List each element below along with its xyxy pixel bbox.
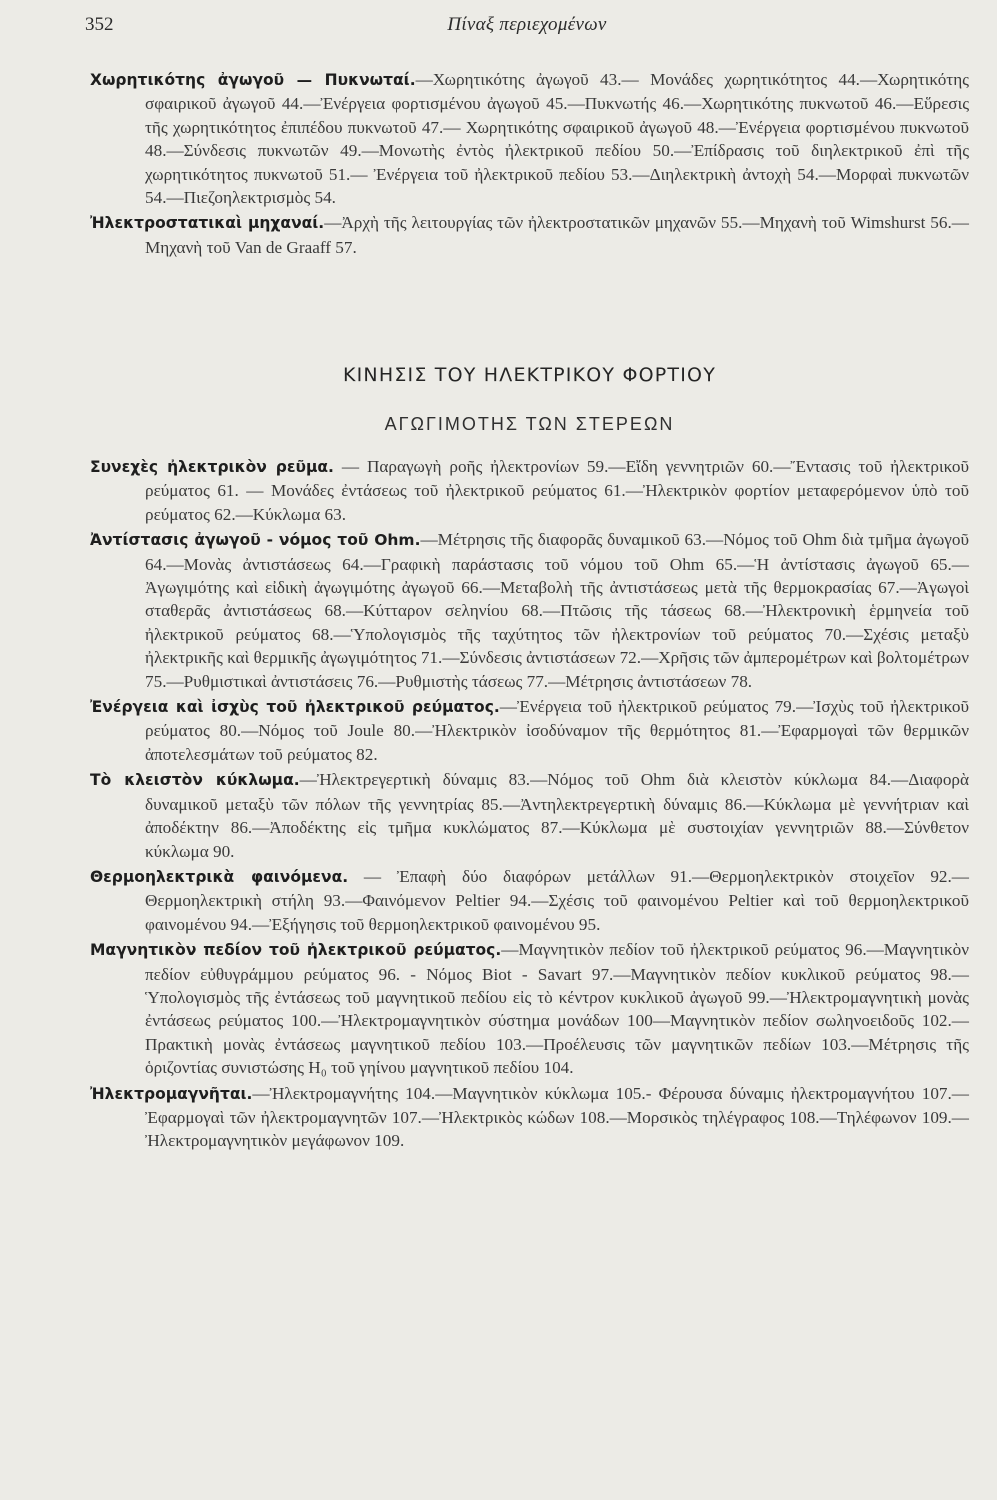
entry-heading: Χωρητικότης ἀγωγοῦ — Πυκνωταί. xyxy=(90,71,416,89)
entry-heading: Ἀντίστασις ἀγωγοῦ - νόμος τοῦ Ohm. xyxy=(90,531,421,550)
toc-entry xyxy=(90,68,969,209)
entry-body: — Ἐπαφὴ δύο διαφόρων μετάλλων 91.—Θερμοηλεκτρικὸν στοιχεῖον 92.—Θερμοηλεκτρικὴ στήλη 93.—Φαινόμενον Peltier 94.—Σχέσις τοῦ φαινομένου Peltier καὶ τοῦ θερμοηλεκτρικοῦ φαινομένου 94.—Ἐξήγησις τοῦ θερμοηλεκτρικοῦ φαινομένου 95. xyxy=(145,866,969,934)
toc-entry xyxy=(90,528,969,693)
entry-heading: Θερμοηλεκτρικὰ φαινόμενα. xyxy=(90,867,349,886)
running-title: Πίναξ περιεχομένων xyxy=(447,14,607,35)
entry-body: —Ἐνέργεια τοῦ ἠλεκτρικοῦ ρεύματος 79.—Ἰσχὺς τοῦ ἠλεκτρικοῦ ρεύματος 80.—Νόμος τοῦ Joule 80.—Ἠλεκτρικὸν ἰσοδύναμον τῆς θερμότητος 81.—Ἐφαρμογαὶ τῶν θερμικῶν ἀποτελεσμάτων τοῦ ρεύματος 82. xyxy=(145,697,970,764)
entry-heading: Τὸ κλειστὸν κύκλωμα. xyxy=(90,771,300,790)
entry-heading: Μαγνητικὸν πεδίον τοῦ ἠλεκτρικοῦ ρεύματος. xyxy=(90,941,502,960)
page-header xyxy=(85,14,969,44)
toc-entry xyxy=(90,865,969,936)
toc-entry xyxy=(90,695,969,766)
toc-entry xyxy=(90,938,969,1079)
entry-body: —Μαγνητικὸν πεδίον τοῦ ἠλεκτρικοῦ ρεύματος 96.—Μαγνητικὸν πεδίον εὐθυγράμμου ρεύματος 96. - Νόμος Biot - Savart 97.—Μαγνητικὸν πεδίον κυκλικοῦ ρεύματος 98.—Ὑπολογισμὸς τῆς ἐντάσεως τοῦ μαγνητικοῦ πεδίου εἰς τὸ κέντρον κυκλικοῦ ἀγωγοῦ 99.—Ἠλεκτρομαγνητικὴ μονὰς ἐντάσεως ρεύματος 100.—Ἠλεκτρομαγνητικὸν σύστημα μονάδων 100—Μαγνητικὸν πεδίον σωληνοειδοῦς 102.—Πρακτικὴ μονὰς ἐντάσεως μαγνητικοῦ πεδίου 103.—Προέλευσις τῶν μαγνητικῶν πεδίων 103.—Μέτρησις τῆς ὁριζοντίας συνιστώσης H₀ τοῦ γηίνου μαγνητικοῦ πεδίου 104. xyxy=(145,940,970,1078)
toc-entry xyxy=(90,768,969,863)
subsection-title: ΑΓΩΓΙΜΟΤΗΣ ΤΩΝ ΣΤΕΡΕΩΝ xyxy=(384,414,675,434)
entry-body: —Ἠλεκτρεγερτικὴ δύναμις 83.—Νόμος τοῦ Ohm διὰ κλειστὸν κύκλωμα 84.—Διαφορὰ δυναμικοῦ μεταξὺ τῶν πόλων τῆς γεννητρίας 85.—Ἀντηλεκτρεγερτικὴ δύναμις 86.—Κύκλωμα μὲ γεννήτριαν καὶ ἀποδέκτην 86.—Ἀποδέκτης εἰς τμῆμα κυκλώματος 87.—Κύκλωμα μὲ συστοιχίαν γεννητριῶν 88.—Σύνθετον κύκλωμα 90. xyxy=(145,770,970,861)
entry-heading: Συνεχὲς ἠλεκτρικὸν ρεῦμα. xyxy=(90,458,334,476)
toc-entries xyxy=(90,455,969,1153)
section-title: ΚΙΝΗΣΙΣ ΤΟΥ ΗΛΕΚΤΡΙΚΟΥ ΦΟΡΤΙΟΥ xyxy=(342,364,717,386)
toc-entry xyxy=(90,455,969,526)
entry-body: — Παραγωγὴ ροῆς ἠλεκτρονίων 59.—Εἴδη γεννητριῶν 60.—Ἔντασις τοῦ ἠλεκτρικοῦ ρεύματος 61. — Μονάδες ἐντάσεως τοῦ ἠλεκτρικοῦ ρεύματος 61.—Ἠλεκτρικὸν φορτίον μεταφερόμενον ὑπὸ τοῦ ρεύματος 62.—Κύκλωμα 63. xyxy=(145,457,969,524)
top-entries xyxy=(90,68,969,259)
entry-body: —Ἀρχὴ τῆς λειτουργίας τῶν ἠλεκτροστατικῶν μηχανῶν 55.—Μηχανὴ τοῦ Wimshurst 56.—Μηχανὴ τοῦ Van de Graaff 57. xyxy=(145,213,969,257)
toc-entry xyxy=(90,1082,969,1153)
entry-heading: Ἠλεκτροστατικαὶ μηχαναί. xyxy=(90,214,325,233)
page-number: 352 xyxy=(85,14,114,35)
entry-heading: Ἐνέργεια καὶ ἰσχὺς τοῦ ἠλεκτρικοῦ ρεύματος. xyxy=(90,698,500,717)
entry-body: —Ἠλεκτρομαγνήτης 104.—Μαγνητικὸν κύκλωμα 105.- Φέρουσα δύναμις ἠλεκτρομαγνήτου 107.—Ἐφαρμογαὶ τῶν ἠλεκτρομαγνητῶν 107.—Ἠλεκτρικὸς κώδων 108.—Μορσικὸς τηλέγραφος 108.—Τηλέφωνον 109.—Ἠλεκτρομαγνητικὸν μεγάφωνον 109. xyxy=(145,1083,969,1151)
entry-heading: Ἠλεκτρομαγνῆται. xyxy=(90,1084,253,1103)
toc-entry xyxy=(90,211,969,259)
entry-body: —Μέτρησις τῆς διαφορᾶς δυναμικοῦ 63.—Νόμος τοῦ Ohm διὰ τμῆμα ἀγωγοῦ 64.—Μονὰς ἀντιστάσεως 64.—Γραφικὴ παράστασις τοῦ νόμου τοῦ Ohm 65.—Ἡ ἀντίστασις ἀγωγοῦ 65.—Ἀγωγιμότης καὶ εἰδικὴ ἀγωγιμότης ἀγωγοῦ 66.—Μεταβολὴ τῆς ἀντιστάσεως μετὰ τῆς θερμοκρασίας 67.—Ἀγωγοὶ σταθερᾶς ἀντιστάσεως 68.—Κύτταρον σεληνίου 68.—Πτῶσις τῆς τάσεως 68.—Ἠλεκτρονικὴ ἑρμηνεία τοῦ ἠλεκτρικοῦ ρεύματος 68.—Ὑπολογισμὸς τῆς ταχύτητος τῶν ἠλεκτρονίων τοῦ ρεύματος 70.—Σχέσις μεταξὺ ἠλεκτρικῆς καὶ θερμικῆς ἀγωγιμότητος 71.—Σύνδεσις ἀντιστάσεων 72.—Χρῆσις τῶν ἀμπερομέτρων καὶ βολτομέτρων 75.—Ρυθμιστικαὶ ἀντιστάσεις 76.—Ρυθμιστὴς τάσεως 77.—Μέτρησις ἀντιστάσεων 78. xyxy=(145,530,969,691)
entry-body: —Χωρητικότης ἀγωγοῦ 43.— Μονάδες χωρητικότητος 44.—Χωρητικότης σφαιρικοῦ ἀγωγοῦ 44.—Ἐνέργεια φορτισμένου ἀγωγοῦ 45.—Πυκνωτής 46.—Χωρητικότης πυκνωτοῦ 46.—Εὕρεσις τῆς χωρητικότητος ἐπιπέδου πυκνωτοῦ 47.— Χωρητικότης σφαιρικοῦ ἀγωγοῦ 48.—Ἐνέργεια φορτισμένου πυκνωτοῦ 48.—Σύνδεσις πυκνωτῶν 49.—Μονωτὴς ἐντὸς ἠλεκτρικοῦ πεδίου 50.—Ἐπίδρασις τοῦ διηλεκτρικοῦ ἐπὶ τῆς χωρητικότητος πυκνωτοῦ 51.— Ἐνέργεια τοῦ ἠλεκτρικοῦ πεδίου 53.—Διηλεκτρικὴ ἀντοχὴ 54.—Μορφαὶ πυκνωτῶν 54.—Πιεζοηλεκτρισμὸς 54. xyxy=(145,70,969,208)
